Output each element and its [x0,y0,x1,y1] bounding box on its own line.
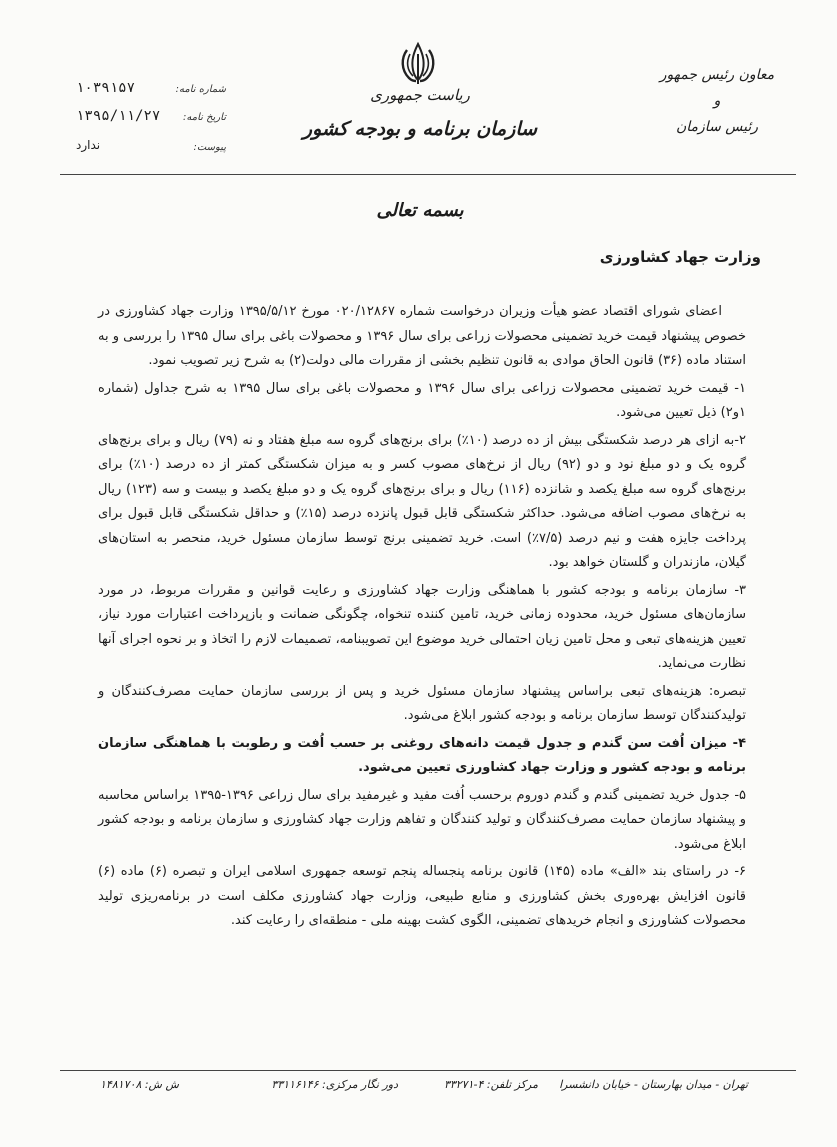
body-item-3: ۳- سازمان برنامه و بودجه کشور با هماهنگی وزارت جهاد کشاورزی و رعایت قوانین و مقررات مربوط، در مورد سازمان‌های مسئول خرید، محدوده زمانی خرید، تامین کننده تنخواه، چگونگی ضمانت و بازپرداخت اعتبارات مورد نیاز، تعیین هزینه‌های تبعی و محل تامین زیان احتمالی خرید موضوع این تصویبنامه، تصمیمات لازم را اتخاذ و بر نحوه اجرای آنها نظارت می‌نماید. [98,582,746,671]
sender-line-1: معاون رئیس جمهور [659,67,775,83]
recipient-heading: وزارت جهاد کشاورزی [599,248,761,266]
letter-date-value: ۱۳۹۵/۱۱/۲۷ [76,108,161,124]
iran-emblem-icon [397,40,439,86]
letter-footer [100,1074,748,1098]
org-main-title: سازمان برنامه و بودجه کشور [302,118,538,140]
sender-line-3: رئیس سازمان [676,119,758,135]
sender-title [637,62,797,140]
attachment-row [76,138,226,158]
letter-number-label: شماره نامه: [175,84,226,95]
body-note: تبصره: هزینه‌های تبعی براساس پیشنهاد سازمان مسئول خرید و پس از بررسی سازمان حمایت مصرف‌کنندگان و تولیدکنندگان توسط سازمان برنامه و بودجه کشور ابلاغ می‌شود. [98,683,746,723]
footer-address: تهران - میدان بهارستان - خیابان دانشسرا [559,1078,748,1091]
header-divider [60,174,796,175]
letter-date-label: تاریخ نامه: [183,112,226,123]
sender-line-2: و [713,93,721,109]
body-item-6: ۶- در راستای بند «الف» ماده (۱۴۵) قانون برنامه پنجساله پنجم توسعه جمهوری اسلامی ایران و تبصره (۶) ماده (۶) قانون افزایش بهره‌وری بخش کشاورزی و منابع طبیعی، وزارت جهاد کشاورزی مکلف است در برنامه‌ریزی تولید محصولات کشاورزی و انجام خریدهای تضمینی، الگوی کشت بهینه ملی - منطقه‌ای را رعایت کند. [98,864,747,928]
attachment-value: ندارد [76,138,101,152]
footer-fax: دور نگار مرکزی: ۳۳۱۱۶۱۴۶ [271,1078,398,1091]
letter-number-row [76,80,226,100]
letter-date-row [76,108,226,128]
footer-phone: مرکز تلفن: ۴-۳۳۲۷۱ [443,1078,538,1091]
body-item-5: ۵- جدول خرید تضمینی گندم و گندم دوروم برحسب اُفت مفید و غیرمفید برای سال زراعی ۱۳۹۶-۱۳۹۵ براساس محاسبه و پیشنهاد سازمان حمایت مصرف‌کنندگان و تولید کنندگان و تفاهم وزارت جهاد کشاورزی و سازمان برنامه و بودجه کشور ابلاغ می‌شود. [98,787,746,852]
attachment-label: پیوست: [193,142,226,153]
body-item-1: ۱- قیمت خرید تضمینی محصولات زراعی برای سال ۱۳۹۶ و محصولات باغی برای سال ۱۳۹۵ به شرح جداول (شماره ۱و۲) ذیل تعیین می‌شود. [98,380,746,420]
letter-body [98,300,746,937]
footer-divider [60,1070,796,1071]
body-item-4: ۴- میزان اُفت سن گندم و جدول قیمت دانه‌های روغنی بر حسب اُفت و رطوبت با هماهنگی سازمان برنامه و بودجه کشور و وزارت جهاد کشاورزی تعیین می‌شود. [98,735,746,775]
org-top-title: ریاست جمهوری [370,86,470,104]
bismillah-heading: بسمه تعالی [376,200,464,221]
body-intro: اعضای شورای اقتصاد عضو هیأت وزیران درخواست شماره ۰۲۰/۱۲۸۶۷ مورخ ۱۳۹۵/۵/۱۲ وزارت جهاد کشاورزی در خصوص پیشنهاد قیمت خرید تضمینی محصولات زراعی برای سال ۱۳۹۶ و محصولات باغی برای سال ۱۳۹۵ را بررسی و به استناد ماده (۳۶) قانون الحاق موادی به قانون تنظیم بخشی از مقررات مالی دولت(۲) به شرح زیر تصویب نمود. [98,304,746,368]
footer-postcode: ش ش: ۱۴۸۱۷۰۸ [100,1078,179,1091]
body-item-2: ۲-به ازای هر درصد شکستگی بیش از ده درصد (۱۰٪) برای برنج‌های گروه سه مبلغ هفتاد و نه (۷۹) ریال و برای برنج‌های گروه یک و دو مبلغ نود و دو (۹۲) ریال از نرخ‌های مصوب کسر و به میزان شکستگی کمتر از ده درصد (۱۰٪) برای برنج‌های گروه سه مبلغ یکصد و شانزده (۱۱۶) ریال و برای برنج‌های گروه یک و دو مبلغ یکصد و بیست و سه (۱۲۳) ریال به نرخ‌های مصوب اضافه می‌شود. حداکثر شکستگی قابل قبول پانزده درصد (۱۵٪) و حداقل شکستگی قابل قبول برای پرداخت جایزه هفت و نیم درصد (۷/۵٪) است. خرید تضمینی برنج توسط سازمان مسئول خرید، منحصر به استان‌های گیلان، مازندران و گلستان خواهد بود. [98,432,747,570]
letter-number-value: ۱۰۳۹۱۵۷ [76,80,136,96]
